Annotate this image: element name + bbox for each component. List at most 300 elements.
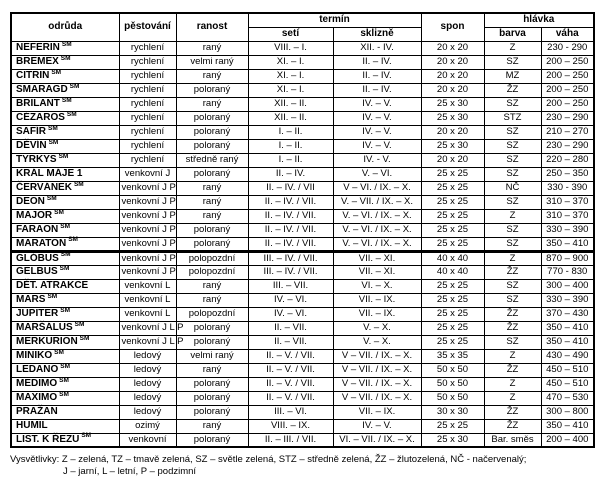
sm-trademark: SM — [46, 194, 57, 202]
cell-vaha: 330 - 390 — [541, 181, 594, 195]
cell-spon: 25 x 30 — [421, 97, 484, 111]
header-spon: spon — [421, 13, 484, 41]
sm-trademark: SM — [60, 222, 70, 230]
cell-seti: IV. – VI. — [248, 307, 333, 321]
table-row — [11, 265, 594, 279]
cell-sklizne: V – VII. / IX. – X. — [333, 391, 421, 405]
cell-barva: Z — [484, 41, 541, 55]
cell-pestovani: rychlení — [119, 125, 176, 139]
cell-sklizne: VI. – VII. / IX. – X. — [333, 433, 421, 447]
cell-vaha: 310 – 370 — [541, 195, 594, 209]
sm-trademark: SM — [79, 334, 90, 342]
cell-seti: II. – IV. / VII. — [248, 223, 333, 237]
cell-odruda: HUMIL — [11, 419, 119, 433]
cell-sklizne: IV. – V. — [333, 419, 421, 433]
cell-spon: 20 x 20 — [421, 153, 484, 167]
cell-barva: Z — [484, 349, 541, 363]
cell-ranost: poloraný — [176, 405, 248, 419]
cell-seti: III. – VII. — [248, 279, 333, 293]
cell-odruda: MARATON ℠ — [11, 237, 119, 251]
cell-seti: III. – IV. / VII. — [248, 251, 333, 265]
cell-ranost: raný — [176, 279, 248, 293]
cell-sklizne: IV. – V. — [333, 111, 421, 125]
sm-trademark: SM — [74, 320, 85, 328]
cell-odruda: MERKURION ℠ — [11, 335, 119, 349]
cell-sklizne: IV. - V. — [333, 153, 421, 167]
table-row — [11, 405, 594, 419]
cell-ranost: raný — [176, 293, 248, 307]
cell-odruda: DEON ℠ — [11, 195, 119, 209]
cell-seti: XII. – II. — [248, 97, 333, 111]
cell-sklizne: V. – X. — [333, 321, 421, 335]
sm-trademark: SM — [60, 362, 70, 370]
cell-spon: 50 x 50 — [421, 391, 484, 405]
cell-spon: 50 x 50 — [421, 377, 484, 391]
cell-pestovani: venkovní J L P — [119, 321, 176, 335]
cell-odruda: GLÓBUS ℠ — [11, 251, 119, 265]
cell-odruda: LIST. K ŘEZU ℠ — [11, 433, 119, 447]
table-row — [11, 419, 594, 433]
table-row — [11, 97, 594, 111]
sm-trademark: SM — [59, 376, 69, 384]
cell-vaha: 450 – 510 — [541, 363, 594, 377]
cell-pestovani: rychlení — [119, 97, 176, 111]
cell-sklizne: V. – VI. / IX. – X. — [333, 223, 421, 237]
cell-barva: MZ — [484, 69, 541, 83]
cell-seti: I. – II. — [248, 125, 333, 139]
cell-seti: VIII. – IX. — [248, 419, 333, 433]
cell-ranost: raný — [176, 181, 248, 195]
sm-trademark: SM — [51, 68, 62, 76]
cell-vaha: 350 – 410 — [541, 321, 594, 335]
cell-barva: Z — [484, 209, 541, 223]
cell-vaha: 330 – 390 — [541, 293, 594, 307]
cell-seti: II. – IV. / VII. — [248, 237, 333, 251]
cell-ranost: raný — [176, 419, 248, 433]
table-row — [11, 181, 594, 195]
cell-seti: III. – IV. / VII. — [248, 265, 333, 279]
cell-ranost: poloraný — [176, 377, 248, 391]
cell-ranost: polopozdní — [176, 307, 248, 321]
table-row — [11, 363, 594, 377]
sm-trademark: SM — [61, 96, 72, 104]
cell-odruda: PRAŽAN — [11, 405, 119, 419]
cell-vaha: 210 – 270 — [541, 125, 594, 139]
cell-spon: 35 x 35 — [421, 349, 484, 363]
cell-sklizne: VI. – X. — [333, 279, 421, 293]
cell-seti: II. – IV. / VII. — [248, 195, 333, 209]
cell-ranost: poloraný — [176, 83, 248, 97]
cell-sklizne: VII. – XI. — [333, 265, 421, 279]
cell-seti: II. – V. / VII. — [248, 391, 333, 405]
cell-pestovani: venkovní J P — [119, 195, 176, 209]
cell-vaha: 200 – 250 — [541, 55, 594, 69]
cell-barva: NČ — [484, 181, 541, 195]
cell-spon: 20 x 20 — [421, 125, 484, 139]
sm-trademark: SM — [60, 306, 70, 314]
cell-pestovani: ledový — [119, 377, 176, 391]
cell-odruda: DĚT. ATRAKCE — [11, 279, 119, 293]
table-row — [11, 209, 594, 223]
sm-trademark: SM — [73, 180, 84, 188]
cell-odruda: LEDANO ℠ — [11, 363, 119, 377]
cell-vaha: 430 – 490 — [541, 349, 594, 363]
sm-trademark: SM — [54, 208, 64, 216]
cell-odruda: CÉZAROS ℠ — [11, 111, 119, 125]
cell-seti: II. – IV. — [248, 167, 333, 181]
cell-vaha: 220 – 280 — [541, 153, 594, 167]
table-row — [11, 307, 594, 321]
table-row — [11, 111, 594, 125]
cell-ranost: raný — [176, 97, 248, 111]
cell-barva: ŽZ — [484, 321, 541, 335]
cell-barva: SZ — [484, 153, 541, 167]
cell-sklizne: II. – IV. — [333, 83, 421, 97]
cell-ranost: velmi raný — [176, 55, 248, 69]
header-hlavka: hlávka — [484, 13, 594, 27]
cell-odruda: MEDIMO ℠ — [11, 377, 119, 391]
header-termin: termín — [248, 13, 421, 27]
cell-sklizne: VII. – IX. — [333, 293, 421, 307]
cell-spon: 25 x 25 — [421, 321, 484, 335]
cell-sklizne: VII. – XI. — [333, 251, 421, 265]
cell-pestovani: venkovní L — [119, 279, 176, 293]
cell-vaha: 370 – 430 — [541, 307, 594, 321]
cell-sklizne: II. – IV. — [333, 55, 421, 69]
cell-vaha: 450 – 510 — [541, 377, 594, 391]
cell-barva: ŽZ — [484, 307, 541, 321]
cell-spon: 25 x 30 — [421, 139, 484, 153]
cell-sklizne: V. – X. — [333, 335, 421, 349]
cell-odruda: SAFÍR ℠ — [11, 125, 119, 139]
sm-trademark: SM — [60, 251, 71, 259]
header-barva: barva — [484, 27, 541, 41]
cell-vaha: 200 – 250 — [541, 69, 594, 83]
sm-trademark: SM — [59, 390, 69, 398]
cell-sklizne: V – VII. / IX. – X. — [333, 349, 421, 363]
cell-vaha: 870 – 900 — [541, 251, 594, 265]
cell-seti: XII. – II. — [248, 111, 333, 125]
header-odruda: odrůda — [11, 13, 119, 41]
cell-barva: ŽZ — [484, 363, 541, 377]
cell-spon: 25 x 30 — [421, 111, 484, 125]
cell-spon: 20 x 20 — [421, 41, 484, 55]
variety-table — [10, 12, 595, 448]
cell-spon: 25 x 25 — [421, 181, 484, 195]
cell-pestovani: rychlení — [119, 83, 176, 97]
cell-spon: 25 x 25 — [421, 419, 484, 433]
cell-sklizne: V. – VI. / IX. – X. — [333, 237, 421, 251]
cell-ranost: poloraný — [176, 139, 248, 153]
cell-spon: 25 x 30 — [421, 433, 484, 447]
sm-trademark: SM — [81, 432, 92, 440]
cell-sklizne: V – VII. / IX. – X. — [333, 377, 421, 391]
cell-barva: SZ — [484, 97, 541, 111]
table-row — [11, 139, 594, 153]
cell-ranost: raný — [176, 363, 248, 377]
cell-pestovani: ledový — [119, 391, 176, 405]
cell-vaha: 230 – 290 — [541, 139, 594, 153]
cell-vaha: 250 – 350 — [541, 167, 594, 181]
sm-trademark: SM — [59, 264, 70, 272]
cell-vaha: 230 - 290 — [541, 41, 594, 55]
cell-seti: I. – II. — [248, 139, 333, 153]
cell-ranost: poloraný — [176, 321, 248, 335]
cell-barva: SZ — [484, 279, 541, 293]
cell-spon: 25 x 25 — [421, 209, 484, 223]
cell-pestovani: venkovní J P — [119, 209, 176, 223]
cell-odruda: JUPITER ℠ — [11, 307, 119, 321]
cell-ranost: raný — [176, 41, 248, 55]
table-row — [11, 83, 594, 97]
cell-ranost: polopozdní — [176, 251, 248, 265]
header-row-1 — [11, 13, 594, 27]
cell-spon: 50 x 50 — [421, 363, 484, 377]
cell-barva: SZ — [484, 167, 541, 181]
cell-vaha: 770 - 830 — [541, 265, 594, 279]
cell-vaha: 350 – 410 — [541, 335, 594, 349]
sm-trademark: SM — [48, 124, 58, 132]
cell-barva: SZ — [484, 125, 541, 139]
cell-seti: XI. – I. — [248, 69, 333, 83]
cell-spon: 20 x 20 — [421, 69, 484, 83]
cell-seti: XI. – I. — [248, 55, 333, 69]
cell-ranost: poloraný — [176, 335, 248, 349]
header-pestovani: pěstování — [119, 13, 176, 41]
cell-ranost: velmi raný — [176, 349, 248, 363]
cell-sklizne: V. – VII. / IX. – X. — [333, 195, 421, 209]
cell-seti: II. – V. / VII. — [248, 377, 333, 391]
cell-barva: SZ — [484, 195, 541, 209]
table-row — [11, 391, 594, 405]
cell-pestovani: venkovní J P — [119, 181, 176, 195]
cell-vaha: 230 – 290 — [541, 111, 594, 125]
cell-odruda: SMARAGD ℠ — [11, 83, 119, 97]
table-header — [11, 13, 594, 41]
cell-pestovani: ledový — [119, 349, 176, 363]
cell-barva: SZ — [484, 55, 541, 69]
cell-seti: VIII. – I. — [248, 41, 333, 55]
cell-spon: 25 x 25 — [421, 307, 484, 321]
cell-pestovani: ledový — [119, 405, 176, 419]
cell-sklizne: V – VII. / IX. – X. — [333, 363, 421, 377]
cell-pestovani: venkovní L — [119, 293, 176, 307]
cell-ranost: poloraný — [176, 237, 248, 251]
cell-vaha: 200 – 250 — [541, 83, 594, 97]
cell-barva: Z — [484, 391, 541, 405]
cell-vaha: 310 – 370 — [541, 209, 594, 223]
sm-trademark: SM — [47, 292, 58, 300]
cell-barva: Z — [484, 377, 541, 391]
cell-ranost: poloraný — [176, 433, 248, 447]
cell-pestovani: rychlení — [119, 139, 176, 153]
cell-odruda: MAXIMO ℠ — [11, 391, 119, 405]
cell-pestovani: rychlení — [119, 153, 176, 167]
cell-sklizne: VII. – IX. — [333, 307, 421, 321]
cell-barva: Bar. směs — [484, 433, 541, 447]
cell-pestovani: rychlení — [119, 55, 176, 69]
cell-barva: SZ — [484, 223, 541, 237]
cell-pestovani: venkovní L — [119, 307, 176, 321]
cell-barva: ŽZ — [484, 83, 541, 97]
sm-trademark: SM — [69, 82, 80, 90]
cell-sklizne: V – VI. / IX. – X. — [333, 181, 421, 195]
cell-ranost: středně raný — [176, 153, 248, 167]
table-row — [11, 69, 594, 83]
table-row — [11, 195, 594, 209]
table-row — [11, 293, 594, 307]
cell-pestovani: venkovní J P — [119, 265, 176, 279]
cell-spon: 20 x 20 — [421, 83, 484, 97]
cell-sklizne: IV. – V. — [333, 97, 421, 111]
cell-sklizne: V. – VI. / IX. – X. — [333, 209, 421, 223]
table-row — [11, 321, 594, 335]
cell-spon: 30 x 30 — [421, 405, 484, 419]
cell-ranost: raný — [176, 209, 248, 223]
cell-odruda: CITRIN ℠ — [11, 69, 119, 83]
cell-pestovani: venkovní — [119, 433, 176, 447]
cell-barva: SZ — [484, 139, 541, 153]
cell-pestovani: ledový — [119, 363, 176, 377]
header-seti: setí — [248, 27, 333, 41]
table-row — [11, 237, 594, 251]
cell-odruda: GELBUS ℠ — [11, 265, 119, 279]
cell-pestovani: ozimý — [119, 419, 176, 433]
cell-seti: II. – IV. / VII. — [248, 209, 333, 223]
cell-vaha: 300 – 800 — [541, 405, 594, 419]
cell-spon: 20 x 20 — [421, 55, 484, 69]
legend-line-colors: Vysvětlivky: Z – zelená, TZ – tmavě zelená, SZ – světle zelená, STZ – středně zelená, ŽZ – žlutozelená, NČ - načervenalý; — [10, 454, 527, 465]
cell-odruda: NEFERIN ℠ — [11, 41, 119, 55]
cell-seti: II. – IV. / VII — [248, 181, 333, 195]
cell-seti: II. – VII. — [248, 321, 333, 335]
table-row — [11, 41, 594, 55]
cell-spon: 25 x 25 — [421, 293, 484, 307]
table-row — [11, 251, 594, 265]
cell-spon: 25 x 25 — [421, 237, 484, 251]
cell-pestovani: venkovní J — [119, 167, 176, 181]
cell-barva: SZ — [484, 293, 541, 307]
table-row — [11, 335, 594, 349]
table-row — [11, 153, 594, 167]
sm-trademark: SM — [60, 54, 71, 62]
table-row — [11, 377, 594, 391]
cell-odruda: ČERVÁNEK ℠ — [11, 181, 119, 195]
table-row — [11, 223, 594, 237]
cell-odruda: FARAON ℠ — [11, 223, 119, 237]
cell-vaha: 330 – 390 — [541, 223, 594, 237]
cell-spon: 25 x 25 — [421, 167, 484, 181]
sm-trademark: SM — [61, 40, 72, 48]
cell-vaha: 470 – 530 — [541, 391, 594, 405]
table-row — [11, 279, 594, 293]
cell-pestovani: rychlení — [119, 111, 176, 125]
cell-barva: Z — [484, 251, 541, 265]
cell-pestovani: rychlení — [119, 41, 176, 55]
cell-odruda: BRILANT ℠ — [11, 97, 119, 111]
cell-sklizne: VII. – IX. — [333, 405, 421, 419]
cell-ranost: raný — [176, 69, 248, 83]
cell-ranost: poloraný — [176, 223, 248, 237]
cell-sklizne: XII. - IV. — [333, 41, 421, 55]
sm-trademark: SM — [68, 236, 78, 244]
cell-sklizne: IV. – V. — [333, 125, 421, 139]
header-ranost: ranost — [176, 13, 248, 41]
legend-line-seasons: J – jarní, L – letní, P – podzimní — [63, 466, 197, 477]
cell-odruda: DĚVÍN ℠ — [11, 139, 119, 153]
cell-odruda: KRÁL MÁJE 1 — [11, 167, 119, 181]
cell-ranost: polopozdní — [176, 265, 248, 279]
cell-seti: III. – VI. — [248, 405, 333, 419]
cell-spon: 40 x 40 — [421, 265, 484, 279]
header-sklizne: sklizně — [333, 27, 421, 41]
cell-barva: SZ — [484, 237, 541, 251]
cell-vaha: 300 – 400 — [541, 279, 594, 293]
cell-pestovani: venkovní J P — [119, 223, 176, 237]
header-vaha: váha — [541, 27, 594, 41]
sm-trademark: SM — [54, 348, 64, 356]
table-body — [11, 41, 594, 447]
cell-spon: 25 x 25 — [421, 335, 484, 349]
cell-pestovani: venkovní J P — [119, 251, 176, 265]
cell-ranost: poloraný — [176, 167, 248, 181]
cell-odruda: MARS ℠ — [11, 293, 119, 307]
table-row — [11, 55, 594, 69]
cell-seti: I. – II. — [248, 153, 333, 167]
cell-barva: ŽZ — [484, 405, 541, 419]
cell-sklizne: V. – VI. — [333, 167, 421, 181]
table-row — [11, 125, 594, 139]
cell-seti: IV. – VI. — [248, 293, 333, 307]
cell-seti: II. – VII. — [248, 335, 333, 349]
cell-odruda: TYRKYS ℠ — [11, 153, 119, 167]
cell-odruda: MARŠÁLUS ℠ — [11, 321, 119, 335]
cell-spon: 25 x 25 — [421, 223, 484, 237]
cell-odruda: MAJOR ℠ — [11, 209, 119, 223]
cell-ranost: poloraný — [176, 391, 248, 405]
cell-barva: SZ — [484, 335, 541, 349]
cell-seti: II. – V. / VII. — [248, 349, 333, 363]
sm-trademark: SM — [66, 110, 77, 118]
cell-vaha: 200 – 250 — [541, 97, 594, 111]
cell-barva: ŽZ — [484, 419, 541, 433]
cell-pestovani: rychlení — [119, 69, 176, 83]
cell-seti: II. – V. / VII. — [248, 363, 333, 377]
cell-odruda: BREMEX ℠ — [11, 55, 119, 69]
cell-sklizne: IV. – V. — [333, 139, 421, 153]
table-row — [11, 433, 594, 447]
legend — [10, 454, 526, 478]
table-row — [11, 349, 594, 363]
cell-spon: 25 x 25 — [421, 195, 484, 209]
sm-trademark: SM — [48, 138, 59, 146]
cell-ranost: poloraný — [176, 111, 248, 125]
cell-spon: 25 x 25 — [421, 279, 484, 293]
cell-pestovani: venkovní J P — [119, 237, 176, 251]
cell-ranost: poloraný — [176, 125, 248, 139]
cell-sklizne: II. – IV. — [333, 69, 421, 83]
cell-ranost: raný — [176, 195, 248, 209]
sm-trademark: SM — [58, 152, 69, 160]
cell-vaha: 350 – 410 — [541, 237, 594, 251]
cell-seti: II. – III. / VII. — [248, 433, 333, 447]
cell-barva: STZ — [484, 111, 541, 125]
cell-vaha: 200 – 400 — [541, 433, 594, 447]
cell-spon: 40 x 40 — [421, 251, 484, 265]
table-row — [11, 167, 594, 181]
cell-barva: ŽZ — [484, 265, 541, 279]
cell-pestovani: venkovní J L P — [119, 335, 176, 349]
